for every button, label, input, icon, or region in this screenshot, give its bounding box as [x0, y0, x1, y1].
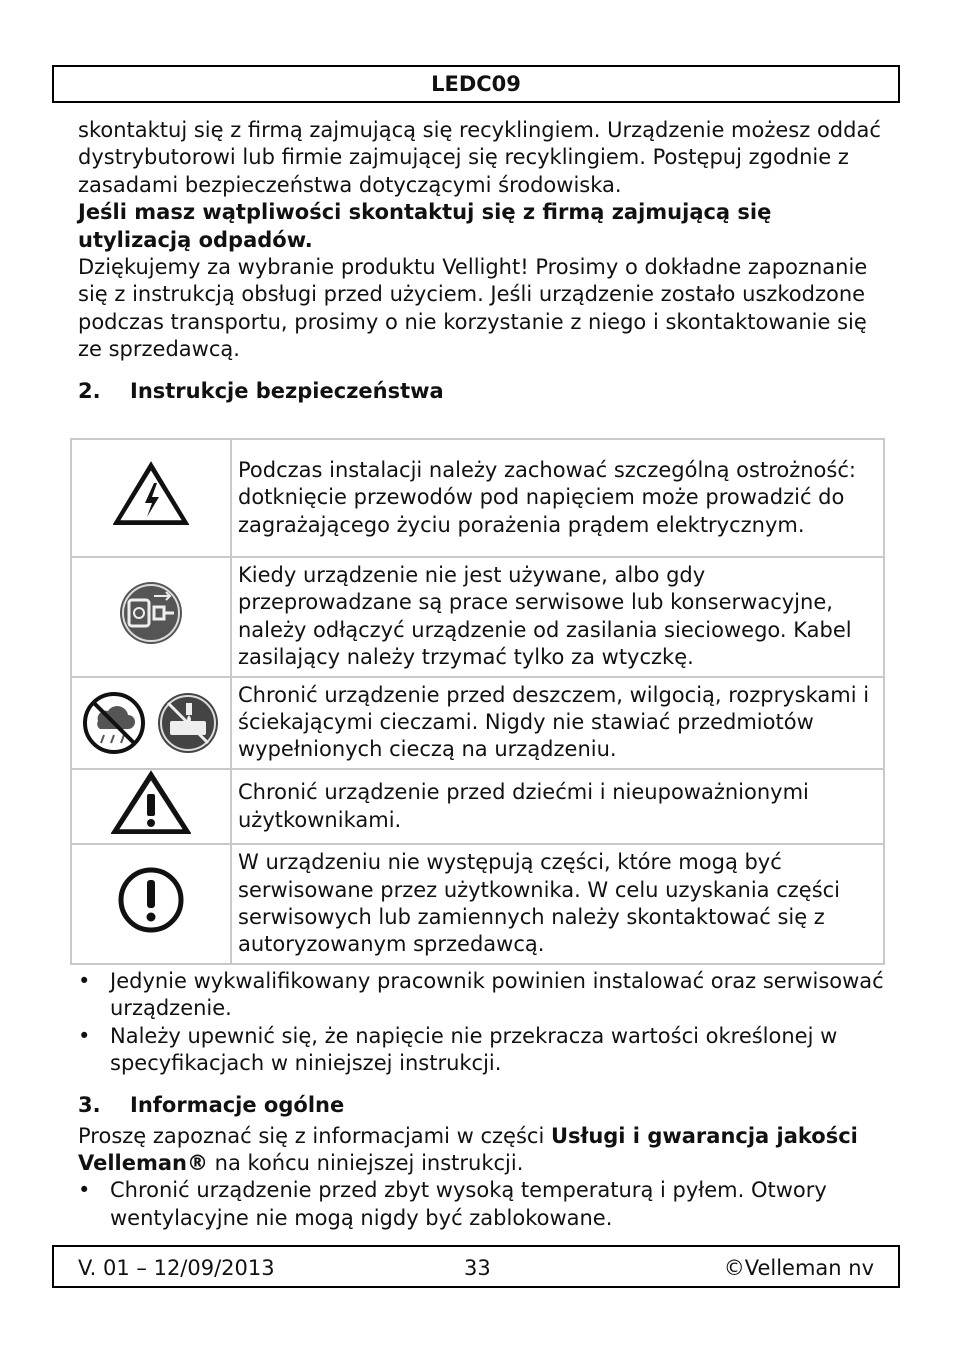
section-title: Informacje ogólne	[130, 1092, 345, 1117]
safety-text: Podczas instalacji należy zachować szczególną ostrożność: dotknięcie przewodów pod napięciem może prowadzić do zagrażającego życiu porażenia prądem elektrycznym.	[231, 439, 884, 557]
page-footer	[52, 1245, 900, 1288]
safety-text: Chronić urządzenie przed deszczem, wilgocią, rozpryskami i ściekającymi cieczami. Nigdy nie stawiać przedmiotów wypełnionych cieczą na urządzeniu.	[231, 677, 884, 769]
intro-paragraph-bold: Jeśli masz wątpliwości skontaktuj się z firmą zajmującą się utylizacją odpadów.	[78, 200, 772, 252]
general-info-paragraph: Proszę zapoznać się z informacjami w części Usługi i gwarancja jakości Velleman® na końcu niniejszej instrukcji.	[78, 1123, 858, 1176]
page-number: 33	[464, 1256, 491, 1280]
general-warning-icon	[111, 770, 191, 836]
safety-bullet-list	[78, 968, 888, 1232]
section-2-heading	[78, 378, 888, 405]
electric-shock-warning-icon	[113, 461, 189, 527]
bullet-text: Jedynie wykwalifikowany pracownik powinien instalować oraz serwisować urządzenie.	[110, 969, 884, 1021]
icon-cell	[71, 844, 231, 964]
main-content	[78, 117, 888, 409]
list-item	[78, 1177, 888, 1232]
bullet-text: Należy upewnić się, że napięcie nie przekracza wartości określonej w specyfikacjach w niniejszej instrukcji.	[110, 1023, 838, 1076]
no-rain-icon	[82, 691, 146, 755]
safety-text: Kiedy urządzenie nie jest używane, albo gdy przeprowadzane są prace serwisowe lub konserwacyjne, należy odłączyć urządzenie od zasilania sieciowego. Kabel zasilający należy trzymać tylko za wtyczkę.	[231, 557, 884, 677]
document-title: LEDC09	[431, 72, 521, 96]
section-number: 3.	[78, 1092, 101, 1117]
warranty-reference: Usługi i gwarancja jakości Velleman®	[78, 1123, 858, 1176]
safety-text: W urządzeniu nie występują części, które mogą być serwisowane przez użytkownika. W celu uzyskania części serwisowych lub zamiennych należy skontaktować się z autoryzowanym sprzedawcą.	[231, 844, 884, 964]
list-item	[78, 968, 888, 1023]
table-row	[71, 677, 884, 769]
section-number: 2.	[78, 378, 101, 403]
page-header	[52, 65, 900, 103]
safety-table	[70, 438, 885, 965]
list-item	[78, 1023, 888, 1078]
copyright: ©Velleman nv	[723, 1256, 874, 1280]
table-row	[71, 439, 884, 557]
bullet-icon: •	[78, 1178, 91, 1203]
no-liquid-icon	[156, 691, 220, 755]
section-title: Instrukcje bezpieczeństwa	[130, 378, 444, 403]
important-notice-icon	[117, 866, 185, 934]
bullet-text: Chronić urządzenie przed zbyt wysoką temperaturą i pyłem. Otwory wentylacyjne nie mogą nigdy być zablokowane.	[110, 1178, 827, 1230]
version-date: V. 01 – 12/09/2013	[78, 1256, 275, 1280]
icon-cell	[71, 677, 231, 769]
table-row	[71, 557, 884, 677]
table-row	[71, 844, 884, 964]
icon-cell	[71, 557, 231, 677]
intro-paragraph-1: skontaktuj się z firmą zajmującą się recyklingiem. Urządzenie możesz oddać dystrybutorowi lub firmie zajmującej się recyklingiem. Postępuj zgodnie z zasadami bezpieczeństwa dotyczącymi środowiska.	[78, 118, 881, 197]
icon-cell	[71, 769, 231, 844]
table-row	[71, 769, 884, 844]
bullet-icon: •	[78, 1023, 91, 1048]
intro-paragraph-2: Dziękujemy za wybranie produktu Vellight! Prosimy o dokładne zapoznanie się z instrukcją obsługi przed użyciem. Jeśli urządzenie zostało uszkodzone podczas transportu, prosimy o nie korzystanie z niego i skontaktowanie się ze sprzedawcą.	[78, 255, 868, 362]
safety-text: Chronić urządzenie przed dziećmi i nieupoważnionymi użytkownikami.	[231, 769, 884, 844]
unplug-icon	[118, 580, 184, 646]
bullet-icon: •	[78, 969, 91, 993]
icon-cell	[71, 439, 231, 557]
section-3-heading	[78, 1092, 888, 1119]
